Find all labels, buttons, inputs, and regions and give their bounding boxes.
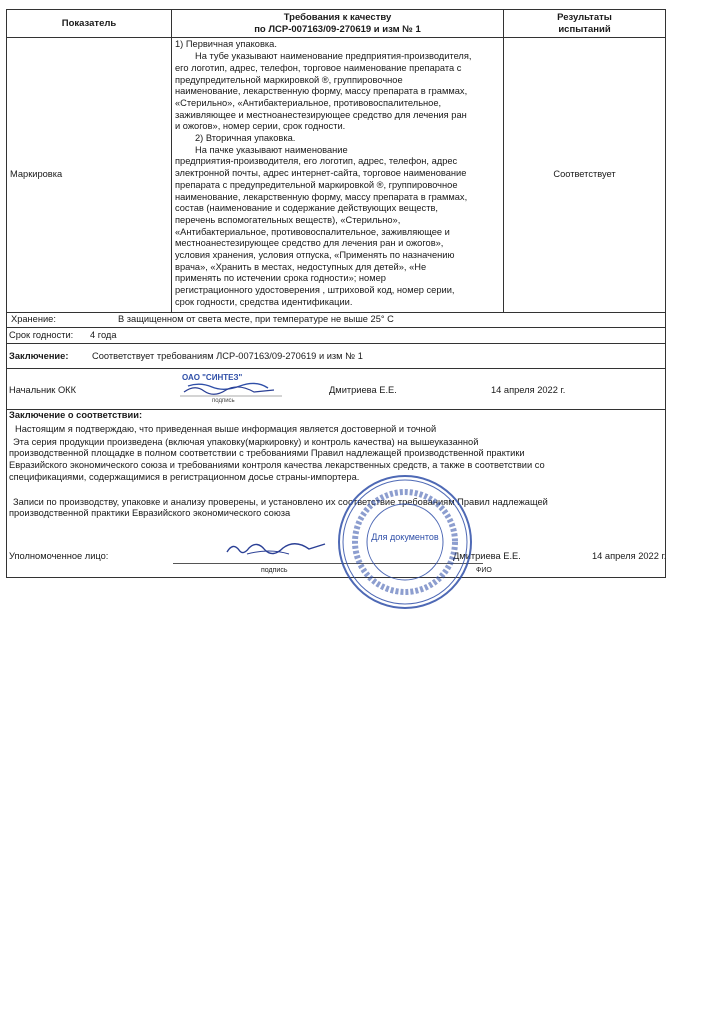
header-requirements-line2: по ЛСР-007163/09-270619 и изм № 1 xyxy=(254,23,421,35)
authorized-date: 14 апреля 2022 г. xyxy=(592,550,667,561)
req-line: «Антибактериальное, противовоспалительное, заживляющее и xyxy=(175,226,450,237)
req-line: препарата с предупредительной маркировкой ®, группировочное xyxy=(175,179,458,190)
req-line: На тубе указывают наименование предприятия-производителя, xyxy=(195,51,472,62)
header-indicator: Показатель xyxy=(7,10,172,38)
header-requirements-line1: Требования к качеству xyxy=(283,12,392,23)
conclusion-label: Заключение: xyxy=(9,350,69,361)
compliance-p1: Настоящим я подтверждаю, что приведенная выше информация является достоверной и точной xyxy=(15,423,437,434)
table-header-row xyxy=(7,10,666,38)
compliance-p2-line: Евразийского экономического союза и требованиями контроля качества лекарственных средств, а также в соответствии со xyxy=(9,459,545,470)
compliance-p3-line: Записи по производству, упаковке и анализу проверены, и установлено их соответствие требованиям Правил надлежащей xyxy=(13,496,548,507)
req-line: срок годности, средства идентификации. xyxy=(175,296,353,307)
shelf-life-value: 4 года xyxy=(90,329,117,340)
header-results-line2: испытаний xyxy=(558,23,611,35)
head-okk-row xyxy=(6,369,666,410)
authorized-sign-caption: подпись xyxy=(261,566,288,574)
authorized-label: Уполномоченное лицо: xyxy=(9,550,109,561)
storage-label: Хранение: xyxy=(11,313,56,324)
storage-row xyxy=(6,313,666,328)
shelf-life-label: Срок годности: xyxy=(9,329,74,340)
req-line: На пачке указывают наименование xyxy=(195,144,348,155)
storage-value: В защищенном от света месте, при температуре не выше 25° С xyxy=(118,313,394,324)
head-okk-date: 14 апреля 2022 г. xyxy=(491,384,566,395)
authorized-name: Дмитриева Е.Е. xyxy=(453,550,521,561)
authorized-fio-caption: ФИО xyxy=(476,566,492,574)
compliance-p3-line: производственной практики Евразийского экономического союза xyxy=(9,508,291,519)
signature-stroke xyxy=(184,387,274,394)
marking-row xyxy=(7,38,666,312)
req-line: наименование, лекарственную форму, массу препарата в граммах, xyxy=(175,86,468,97)
compliance-p2-line: спецификациями, содержащимися в регистрационном досье страны-импортера. xyxy=(9,471,360,482)
conclusion-row xyxy=(6,344,666,369)
head-okk-name: Дмитриева Е.Е. xyxy=(329,384,397,395)
req-line: предприятия-производителя, его логотип, адрес, телефон, адрес xyxy=(175,156,458,167)
round-seal-icon xyxy=(335,472,475,612)
req-line: применять по истечении срока годности»; номер xyxy=(175,273,386,284)
req-line: регистрационного удостоверения , штриховой код, номер серии, xyxy=(175,285,455,296)
req-line: и ожогов», номер серии, срок годности. xyxy=(175,121,346,132)
company-stamp-icon xyxy=(170,372,290,404)
req-line: 2) Вторичная упаковка. xyxy=(195,133,296,144)
shelf-life-row xyxy=(6,328,666,344)
req-line: условия хранения, условия отпуска, «Применять по назначению xyxy=(175,250,455,261)
req-line: его логотип, адрес, телефон, торговое наименование препарата с xyxy=(175,62,462,73)
req-line: «Стерильно», «Антибактериальное, противовоспалительное, xyxy=(175,97,442,108)
req-line: наименование, лекарственную форму, массу препарата в граммах, xyxy=(175,191,468,202)
req-line: врача», «Хранить в местах, недоступных для детей», «Не xyxy=(175,261,427,272)
req-line: заживляющее и местноанестезирующее средство для лечения ран xyxy=(175,109,467,120)
req-line: местноанестезирующее средство для лечения ран и ожогов», xyxy=(175,238,444,249)
req-line: предупредительной маркировкой ®, группировочное xyxy=(175,74,403,85)
req-line: электронной почты, адрес интернет-сайта, торговое наименование xyxy=(175,168,467,179)
company-stamp-text: ОАО "СИНТЕЗ" xyxy=(182,372,243,382)
specification-table xyxy=(6,9,666,313)
marking-result: Соответствует xyxy=(504,38,666,312)
signature-caption: подпись xyxy=(212,397,235,404)
req-line: состав (наименование и содержание действующих веществ, xyxy=(175,203,438,214)
marking-indicator: Маркировка xyxy=(7,38,172,312)
authorized-signature-icon xyxy=(217,536,332,560)
compliance-p2-line: производственной площадке в полном соответствии с требованиями Правил надлежащей производственной практики xyxy=(9,448,525,459)
seal-center-text: Для документов xyxy=(371,532,439,542)
compliance-title: Заключение о соответствии: xyxy=(9,409,143,420)
header-requirements xyxy=(172,10,504,38)
head-okk-label: Начальник ОКК xyxy=(9,384,77,395)
conclusion-value: Соответствует требованиям ЛСР-007163/09-270619 и изм № 1 xyxy=(92,350,363,361)
marking-requirements xyxy=(172,38,504,312)
header-results-line1: Результаты xyxy=(557,12,612,23)
header-results xyxy=(504,10,666,38)
req-line: 1) Первичная упаковка. xyxy=(175,39,277,50)
compliance-p2-line: Эта серия продукции произведена (включая упаковку(маркировку) и контроль качества) на вышеуказанной xyxy=(13,436,479,447)
req-line: перечень вспомогательных веществ), «Стерильно», xyxy=(175,214,401,225)
